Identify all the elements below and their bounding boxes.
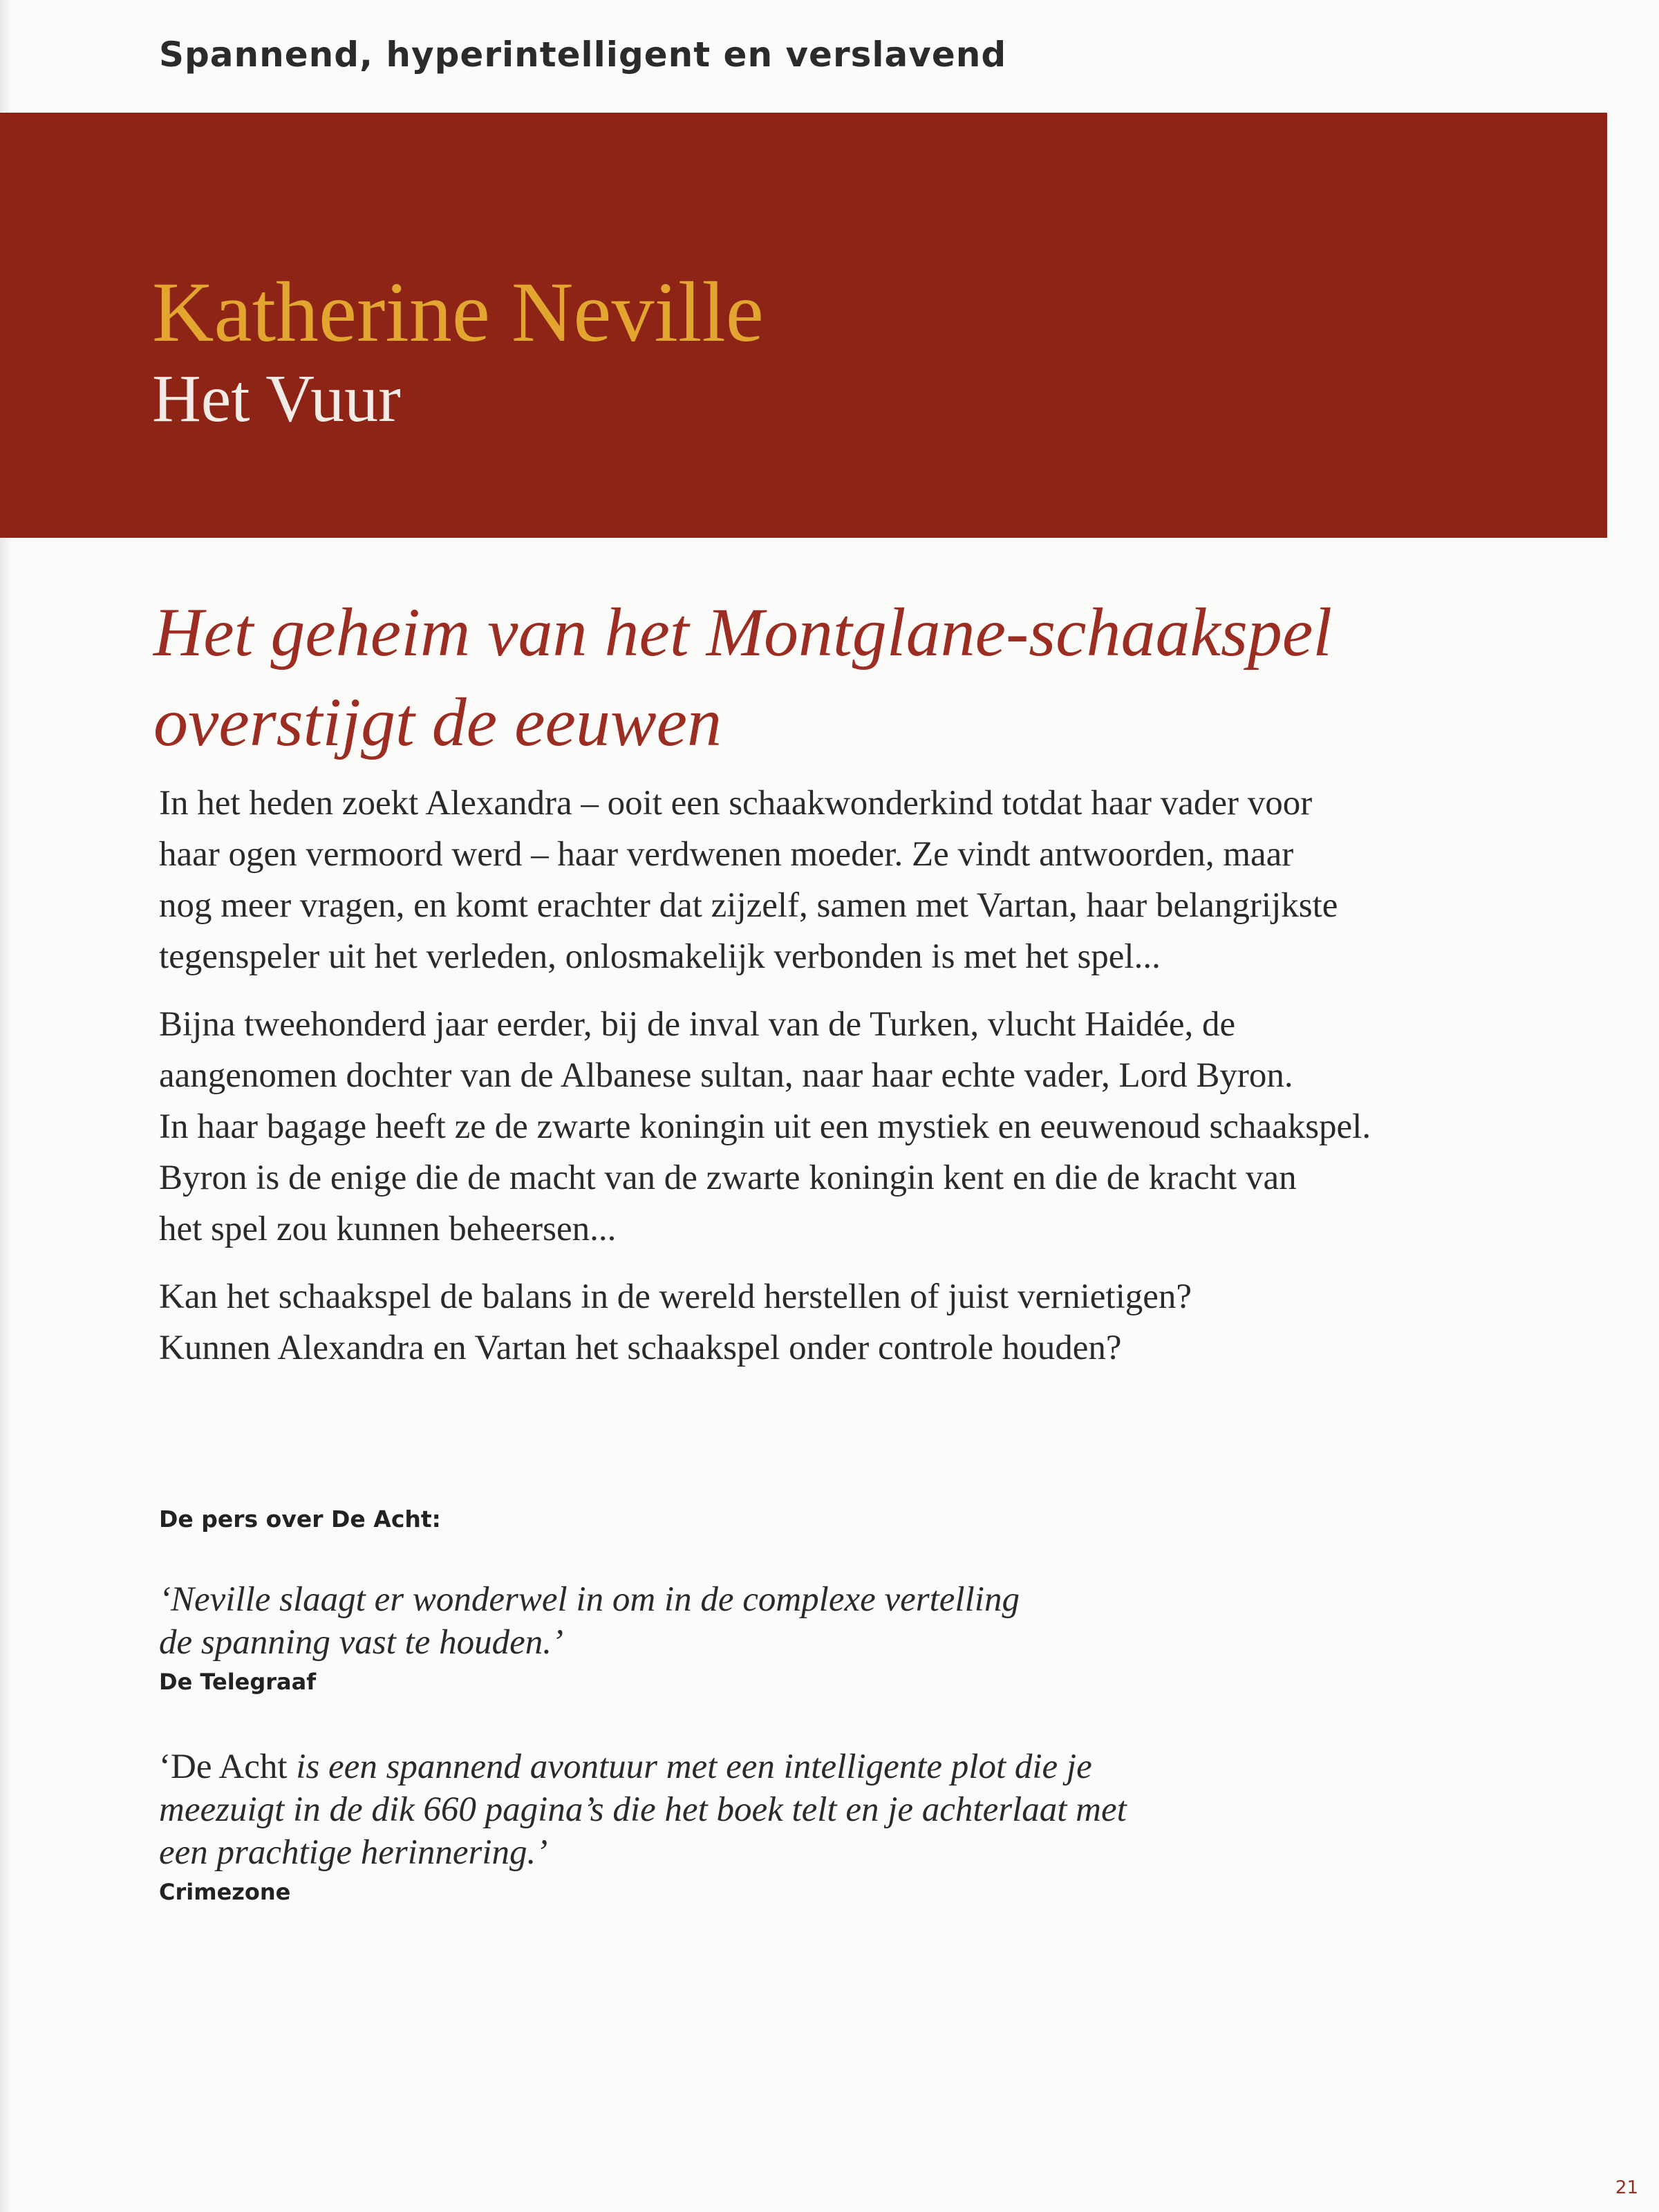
headline bbox=[153, 588, 1536, 767]
paragraph-line: Kan het schaakspel de balans in de wereld herstellen of juist vernietigen? bbox=[159, 1277, 1192, 1316]
paragraph-line: het spel zou kunnen beheersen... bbox=[159, 1210, 617, 1248]
paragraph-line: Byron is de enige die de macht van de zwarte koningin kent en die de kracht van bbox=[159, 1159, 1297, 1197]
quote-line bbox=[159, 1745, 1127, 1788]
paragraph-line: In het heden zoekt Alexandra – ooit een schaakwonderkind totdat haar vader voor bbox=[159, 784, 1313, 823]
headline-line-2: overstijgt de eeuwen bbox=[153, 684, 722, 760]
author-name: Katherine Neville bbox=[152, 265, 764, 359]
paragraph-line: tegenspeler uit het verleden, onlosmakelijk verbonden is met het spel... bbox=[159, 937, 1161, 976]
paragraph-line: aangenomen dochter van de Albanese sultan, naar haar echte vader, Lord Byron. bbox=[159, 1056, 1293, 1095]
press-label-prefix: De pers over bbox=[159, 1506, 324, 1533]
quote-line: de spanning vast te houden.’ bbox=[159, 1623, 563, 1662]
paragraph-line: haar ogen vermoord werd – haar verdwenen moeder. Ze vindt antwoorden, maar bbox=[159, 835, 1294, 874]
press-quote bbox=[159, 1745, 1127, 1907]
quote-book-title: ‘De Acht bbox=[159, 1747, 288, 1786]
paragraph-2 bbox=[159, 999, 1555, 1255]
quote-source: Crimezone bbox=[159, 1879, 291, 1905]
quote-line-rest: is een spannend avontuur met een intelligente plot die je bbox=[287, 1747, 1092, 1786]
body-text bbox=[159, 778, 1555, 1390]
press-label bbox=[159, 1506, 441, 1533]
paragraph-line: Kunnen Alexandra en Vartan het schaakspel onder controle houden? bbox=[159, 1329, 1122, 1367]
page-tagline: Spannend, hyperintelligent en verslavend bbox=[159, 35, 1007, 75]
paragraph-line: nog meer vragen, en komt erachter dat zijzelf, samen met Vartan, haar belangrijkste bbox=[159, 886, 1338, 925]
paragraph-3 bbox=[159, 1271, 1555, 1374]
quote-line: meezuigt in de dik 660 pagina’s die het boek telt en je achterlaat met bbox=[159, 1790, 1127, 1829]
quote-line: ‘Neville slaagt er wonderwel in om in de complexe vertelling bbox=[159, 1580, 1020, 1619]
paragraph-line: Bijna tweehonderd jaar eerder, bij de inval van de Turken, vlucht Haidée, de bbox=[159, 1005, 1236, 1044]
paragraph-line: In haar bagage heeft ze de zwarte koningin uit een mystiek en eeuwenoud schaakspel. bbox=[159, 1107, 1371, 1146]
press-label-book: De Acht: bbox=[331, 1506, 441, 1533]
paragraph-1 bbox=[159, 778, 1555, 982]
quote-line: een prachtige herinnering.’ bbox=[159, 1833, 548, 1872]
page-number: 21 bbox=[1615, 2177, 1638, 2198]
book-title: Het Vuur bbox=[152, 362, 401, 436]
press-quote bbox=[159, 1578, 1020, 1697]
quote-source: De Telegraaf bbox=[159, 1669, 317, 1695]
headline-line-1: Het geheim van het Montglane-schaakspel bbox=[153, 594, 1333, 671]
